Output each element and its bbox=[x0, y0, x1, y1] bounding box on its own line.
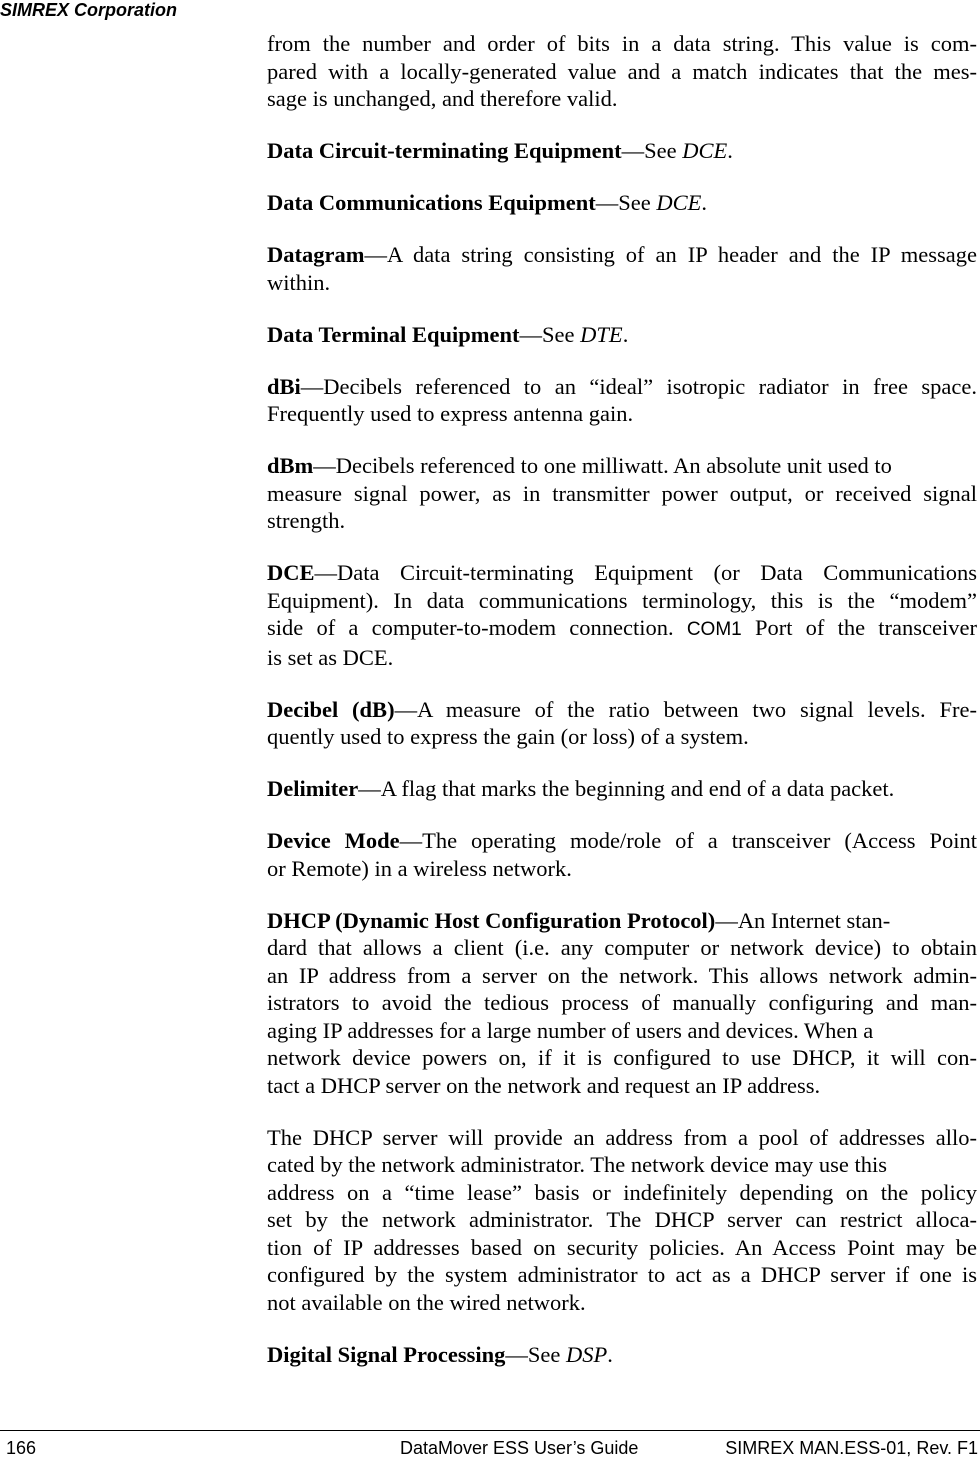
definition-text: —A measure of the ratio between two signal levels. Fre- bbox=[394, 696, 977, 722]
definition-text: —A data string consisting of an IP header and the IP message bbox=[364, 242, 977, 267]
glossary-body bbox=[267, 30, 977, 1393]
text-line: configured by the system administrator to act as a DHCP server if one is bbox=[267, 1262, 977, 1287]
definition-text: —See bbox=[621, 138, 683, 163]
text-line: address on a “time lease” basis or indefinitely depending on the policy bbox=[267, 1179, 977, 1205]
text-line: The DHCP server will provide an address from a pool of addresses allo- bbox=[267, 1124, 977, 1150]
definition-text: —A flag that marks the beginning and end of a data packet. bbox=[358, 776, 895, 801]
glossary-term: DCE bbox=[267, 560, 315, 585]
glossary-term: Data Terminal Equipment bbox=[267, 321, 520, 347]
glossary-entry-data-communications-equipment bbox=[267, 189, 977, 217]
definition-text: —Decibels referenced to one milliwatt. An absolute unit used to bbox=[313, 453, 892, 478]
cross-reference: DSP bbox=[565, 1341, 608, 1367]
glossary-entry-data-terminal-equipment bbox=[267, 321, 977, 349]
definition-text: —The operating mode/role of a transceiver (Access Point bbox=[399, 828, 977, 853]
glossary-term: Data Communications Equipment bbox=[267, 190, 596, 215]
text-line: measure signal power, as in transmitter power output, or received signal bbox=[267, 480, 977, 506]
text-line: set by the network administrator. The DHCP server can restrict alloca- bbox=[267, 1207, 977, 1232]
text-line: or Remote) in a wireless network. bbox=[267, 855, 572, 881]
text-line: from the number and order of bits in a data string. This value is com- bbox=[267, 31, 977, 56]
glossary-term: Device Mode bbox=[267, 828, 400, 853]
text-line: pared with a locally-generated value and a match indicates that the mes- bbox=[267, 58, 977, 84]
text-line: tion of IP addresses based on security policies. An Access Point may be bbox=[267, 1234, 977, 1260]
cross-reference: DCE bbox=[682, 138, 728, 163]
running-header: SIMREX Corporation bbox=[0, 0, 178, 20]
glossary-entry-decibel bbox=[267, 696, 977, 751]
glossary-continuation bbox=[267, 30, 977, 113]
glossary-term: Decibel (dB) bbox=[267, 696, 395, 722]
glossary-entry-dbm bbox=[267, 452, 977, 535]
definition-text: —Decibels referenced to an “ideal” isotropic radiator in free space. bbox=[300, 373, 977, 399]
text-line: dard that allows a client (i.e. any computer or network device) to obtain bbox=[267, 935, 977, 960]
document-title: DataMover ESS User’s Guide bbox=[400, 1438, 639, 1458]
text-line: side of a computer-to-modem connection. bbox=[267, 615, 687, 640]
glossary-entry-device-mode bbox=[267, 827, 977, 882]
text-line: cated by the network administrator. The network device may use this bbox=[267, 1152, 888, 1177]
definition-text: —An Internet stan- bbox=[715, 907, 891, 933]
text-line: within. bbox=[267, 269, 331, 295]
definition-text: —See bbox=[505, 1341, 566, 1367]
text-line: Port of the transceiver bbox=[741, 615, 977, 640]
text-line: istrators to avoid the tedious process of manually configuring and man- bbox=[267, 990, 977, 1015]
glossary-term: dBm bbox=[267, 453, 314, 478]
punctuation: . bbox=[607, 1341, 613, 1367]
cross-reference: DCE bbox=[656, 190, 702, 215]
text-line: not available on the wired network. bbox=[267, 1289, 586, 1315]
cross-reference: DTE bbox=[580, 321, 623, 347]
glossary-entry-dhcp bbox=[267, 907, 977, 1100]
text-line: Equipment). In data communications terminology, this is the “modem” bbox=[267, 587, 977, 613]
footer-divider bbox=[0, 1430, 980, 1431]
definition-text: —Data Circuit-terminating Equipment (or Data Communications bbox=[314, 560, 977, 585]
glossary-term: Delimiter bbox=[267, 776, 359, 801]
glossary-paragraph-dhcp-server bbox=[267, 1124, 977, 1317]
punctuation: . bbox=[701, 190, 708, 215]
glossary-entry-dce bbox=[267, 559, 977, 671]
glossary-entry-data-circuit-terminating-equipment bbox=[267, 137, 977, 165]
text-line: an IP address from a server on the network. This allows network admin- bbox=[267, 962, 977, 988]
glossary-term: Data Circuit-terminating Equipment bbox=[267, 138, 622, 163]
glossary-entry-digital-signal-processing bbox=[267, 1341, 977, 1369]
definition-text: —See bbox=[595, 190, 657, 215]
glossary-entry-datagram bbox=[267, 241, 977, 296]
text-line: quently used to express the gain (or loss) of a system. bbox=[267, 724, 749, 749]
glossary-entry-dbi bbox=[267, 373, 977, 428]
text-line: strength. bbox=[267, 508, 346, 533]
text-line: sage is unchanged, and therefore valid. bbox=[267, 86, 618, 111]
glossary-term: Datagram bbox=[267, 242, 365, 267]
punctuation: . bbox=[622, 321, 629, 347]
page-number: 166 bbox=[6, 1438, 37, 1458]
glossary-term: dBi bbox=[267, 373, 301, 399]
document-number: SIMREX MAN.ESS-01, Rev. F1 bbox=[725, 1438, 978, 1458]
text-line: tact a DHCP server on the network and request an IP address. bbox=[267, 1072, 821, 1098]
glossary-term: Digital Signal Processing bbox=[267, 1341, 506, 1367]
glossary-term: DHCP (Dynamic Host Configuration Protocol) bbox=[267, 907, 716, 933]
text-line: is set as DCE. bbox=[267, 644, 394, 670]
punctuation: . bbox=[727, 138, 733, 163]
text-line: network device powers on, if it is configured to use DHCP, it will con- bbox=[267, 1045, 977, 1070]
text-line: Frequently used to express antenna gain. bbox=[267, 401, 634, 426]
definition-text: —See bbox=[519, 321, 581, 347]
glossary-entry-delimiter bbox=[267, 775, 977, 803]
text-line: aging IP addresses for a large number of users and devices. When a bbox=[267, 1017, 874, 1043]
port-name: COM1 bbox=[686, 619, 742, 640]
